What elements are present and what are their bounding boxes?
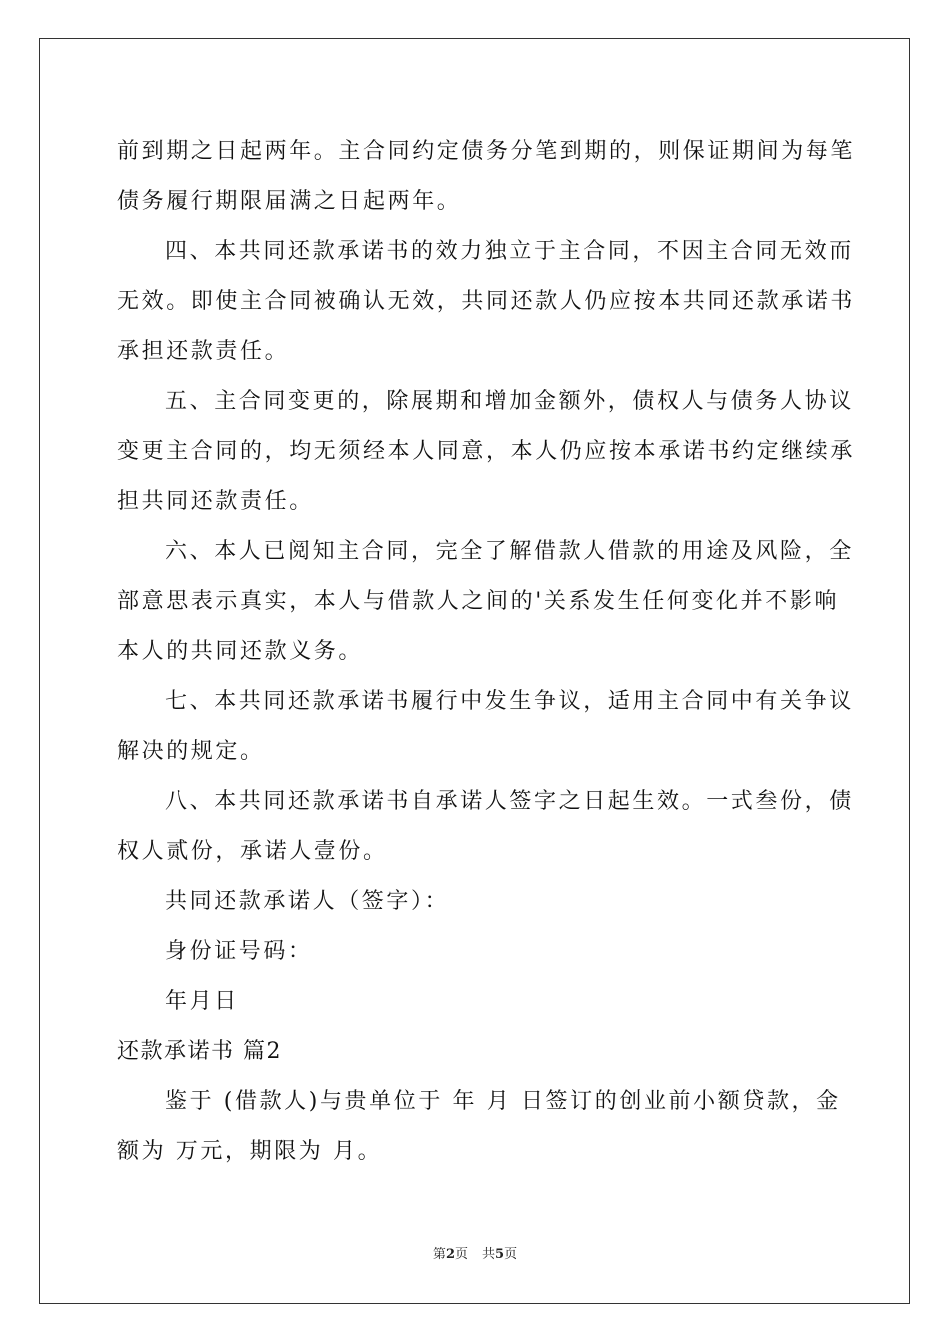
text-line: 权人贰份，承诺人壹份。 bbox=[117, 839, 388, 864]
text-line: 本人的共同还款义务。 bbox=[117, 639, 364, 664]
date-label: 年月日 bbox=[165, 989, 239, 1014]
paragraph-eight: 八、本共同还款承诺书自承诺人签字之日起生效。一式叁份，债 bbox=[165, 789, 854, 814]
section-heading: 还款承诺书 篇2 bbox=[117, 1039, 282, 1064]
text-line: 无效。即使主合同被确认无效，共同还款人仍应按本共同还款承诺书 bbox=[117, 289, 856, 314]
total-suffix: 页 bbox=[504, 1247, 518, 1262]
text-line: 解决的规定。 bbox=[117, 739, 265, 764]
text-line: 额为 万元，期限为 月。 bbox=[117, 1139, 383, 1164]
id-number-label: 身份证号码： bbox=[165, 939, 313, 964]
text-line: 债务履行期限届满之日起两年。 bbox=[117, 189, 462, 214]
paragraph-whereas: 鉴于 (借款人)与贵单位于 年 月 日签订的创业前小额贷款，金 bbox=[165, 1089, 841, 1114]
total-page-number: 5 bbox=[495, 1247, 505, 1262]
current-page-number: 2 bbox=[445, 1247, 455, 1262]
text-line: 变更主合同的，均无须经本人同意，本人仍应按本承诺书约定继续承 bbox=[117, 439, 856, 464]
paragraph-five: 五、主合同变更的，除展期和增加金额外，债权人与债务人协议 bbox=[165, 389, 854, 414]
page-suffix: 页 bbox=[454, 1247, 468, 1262]
paragraph-seven: 七、本共同还款承诺书履行中发生争议，适用主合同中有关争议 bbox=[165, 689, 854, 714]
text-line: 前到期之日起两年。主合同约定债务分笔到期的，则保证期间为每笔 bbox=[117, 139, 856, 164]
text-line: 承担还款责任。 bbox=[117, 339, 290, 364]
page-prefix: 第 bbox=[432, 1247, 446, 1262]
page-footer bbox=[0, 1247, 950, 1263]
text-line: 担共同还款责任。 bbox=[117, 489, 314, 514]
total-prefix: 共 bbox=[482, 1247, 496, 1262]
text-line: 部意思表示真实，本人与借款人之间的'关系发生任何变化并不影响 bbox=[117, 589, 840, 614]
signature-label: 共同还款承诺人（签字）： bbox=[165, 889, 450, 914]
paragraph-six: 六、本人已阅知主合同，完全了解借款人借款的用途及风险，全 bbox=[165, 539, 854, 564]
document-body bbox=[117, 127, 856, 1177]
paragraph-four: 四、本共同还款承诺书的效力独立于主合同，不因主合同无效而 bbox=[165, 239, 854, 264]
